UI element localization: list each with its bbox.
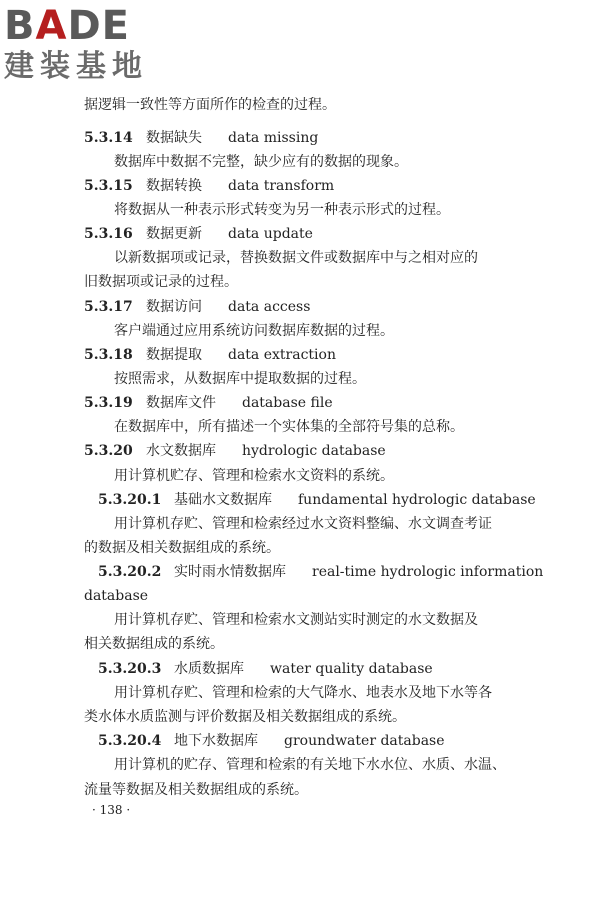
term-number: 5.3.19 xyxy=(84,395,133,411)
term-heading xyxy=(98,491,536,509)
term-english: groundwater database xyxy=(284,733,445,749)
term-chinese: 地下水数据库 xyxy=(174,733,258,749)
term-english: real-time hydrologic information xyxy=(312,564,544,580)
term-heading xyxy=(84,177,334,195)
body-text-line: 用计算机的贮存、管理和检索的有关地下水水位、水质、水温、 xyxy=(114,757,506,773)
term-english: database file xyxy=(242,395,333,411)
term-number: 5.3.16 xyxy=(84,226,133,242)
term-chinese: 数据提取 xyxy=(146,347,202,363)
term-heading xyxy=(84,442,386,460)
body-text-line: 用计算机贮存、管理和检索水文资料的系统。 xyxy=(114,468,394,484)
body-text-line: 旧数据项或记录的过程。 xyxy=(84,274,238,290)
term-heading xyxy=(98,732,445,750)
body-text-line: 相关数据组成的系统。 xyxy=(84,636,224,652)
term-heading xyxy=(84,298,310,316)
logo-letter-a: A xyxy=(35,3,68,49)
site-logo xyxy=(4,4,174,90)
term-number: 5.3.14 xyxy=(84,130,133,146)
term-number: 5.3.20.2 xyxy=(98,564,162,580)
term-chinese: 数据更新 xyxy=(146,226,202,242)
term-english: data transform xyxy=(228,178,335,194)
term-chinese: 水文数据库 xyxy=(146,443,216,459)
term-chinese: 实时雨水情数据库 xyxy=(174,564,286,580)
body-text-line: 数据库中数据不完整，缺少应有的数据的现象。 xyxy=(114,154,408,170)
body-text-line: 按照需求，从数据库中提取数据的过程。 xyxy=(114,371,366,387)
body-text-line: 流量等数据及相关数据组成的系统。 xyxy=(84,782,308,798)
term-number: 5.3.20.1 xyxy=(98,492,162,508)
logo-wordmark xyxy=(4,4,174,48)
term-english: water quality database xyxy=(270,661,433,677)
logo-letter-b: B xyxy=(4,3,36,49)
term-heading xyxy=(98,660,433,678)
term-heading xyxy=(98,563,543,581)
term-english: data extraction xyxy=(228,347,336,363)
logo-chinese-text: 建装基地 xyxy=(4,49,148,84)
logo-letters-de: DE xyxy=(67,3,130,49)
term-heading xyxy=(84,346,336,364)
term-number: 5.3.18 xyxy=(84,347,133,363)
term-english: data missing xyxy=(228,130,319,146)
body-text-line: 客户端通过应用系统访问数据库数据的过程。 xyxy=(114,323,394,339)
term-english: fundamental hydrologic database xyxy=(298,492,536,508)
body-text-line: 用计算机存贮、管理和检索经过水文资料整编、水文调查考证 xyxy=(114,516,492,532)
term-chinese: 数据访问 xyxy=(146,299,202,315)
body-text-line: database xyxy=(84,588,149,604)
term-heading xyxy=(84,225,313,243)
body-text-line: 在数据库中，所有描述一个实体集的全部符号集的总称。 xyxy=(114,419,464,435)
body-text-line: 将数据从一种表示形式转变为另一种表示形式的过程。 xyxy=(114,202,450,218)
body-text-line: 用计算机存贮、管理和检索的大气降水、地表水及地下水等各 xyxy=(114,685,492,701)
term-heading xyxy=(84,394,333,412)
term-chinese: 数据转换 xyxy=(146,178,202,194)
body-text-line: 以新数据项或记录，替换数据文件或数据库中与之相对应的 xyxy=(114,250,478,266)
term-number: 5.3.20 xyxy=(84,443,133,459)
term-heading xyxy=(84,129,318,147)
term-number: 5.3.20.4 xyxy=(98,733,162,749)
body-text-line: 类水体水质监测与评价数据及相关数据组成的系统。 xyxy=(84,709,406,725)
term-english: hydrologic database xyxy=(242,443,386,459)
page-number: · 138 · xyxy=(92,803,131,817)
body-text-line: 的数据及相关数据组成的系统。 xyxy=(84,540,280,556)
body-text-line: 用计算机存贮、管理和检索水文测站实时测定的水文数据及 xyxy=(114,612,478,628)
term-number: 5.3.15 xyxy=(84,178,133,194)
term-chinese: 基础水文数据库 xyxy=(174,492,272,508)
term-number: 5.3.20.3 xyxy=(98,661,162,677)
term-chinese: 数据缺失 xyxy=(146,130,202,146)
term-chinese: 数据库文件 xyxy=(146,395,216,411)
body-text-line: 据逻辑一致性等方面所作的检查的过程。 xyxy=(84,97,336,113)
term-english: data access xyxy=(228,299,311,315)
term-chinese: 水质数据库 xyxy=(174,661,244,677)
term-number: 5.3.17 xyxy=(84,299,133,315)
term-english: data update xyxy=(228,226,313,242)
